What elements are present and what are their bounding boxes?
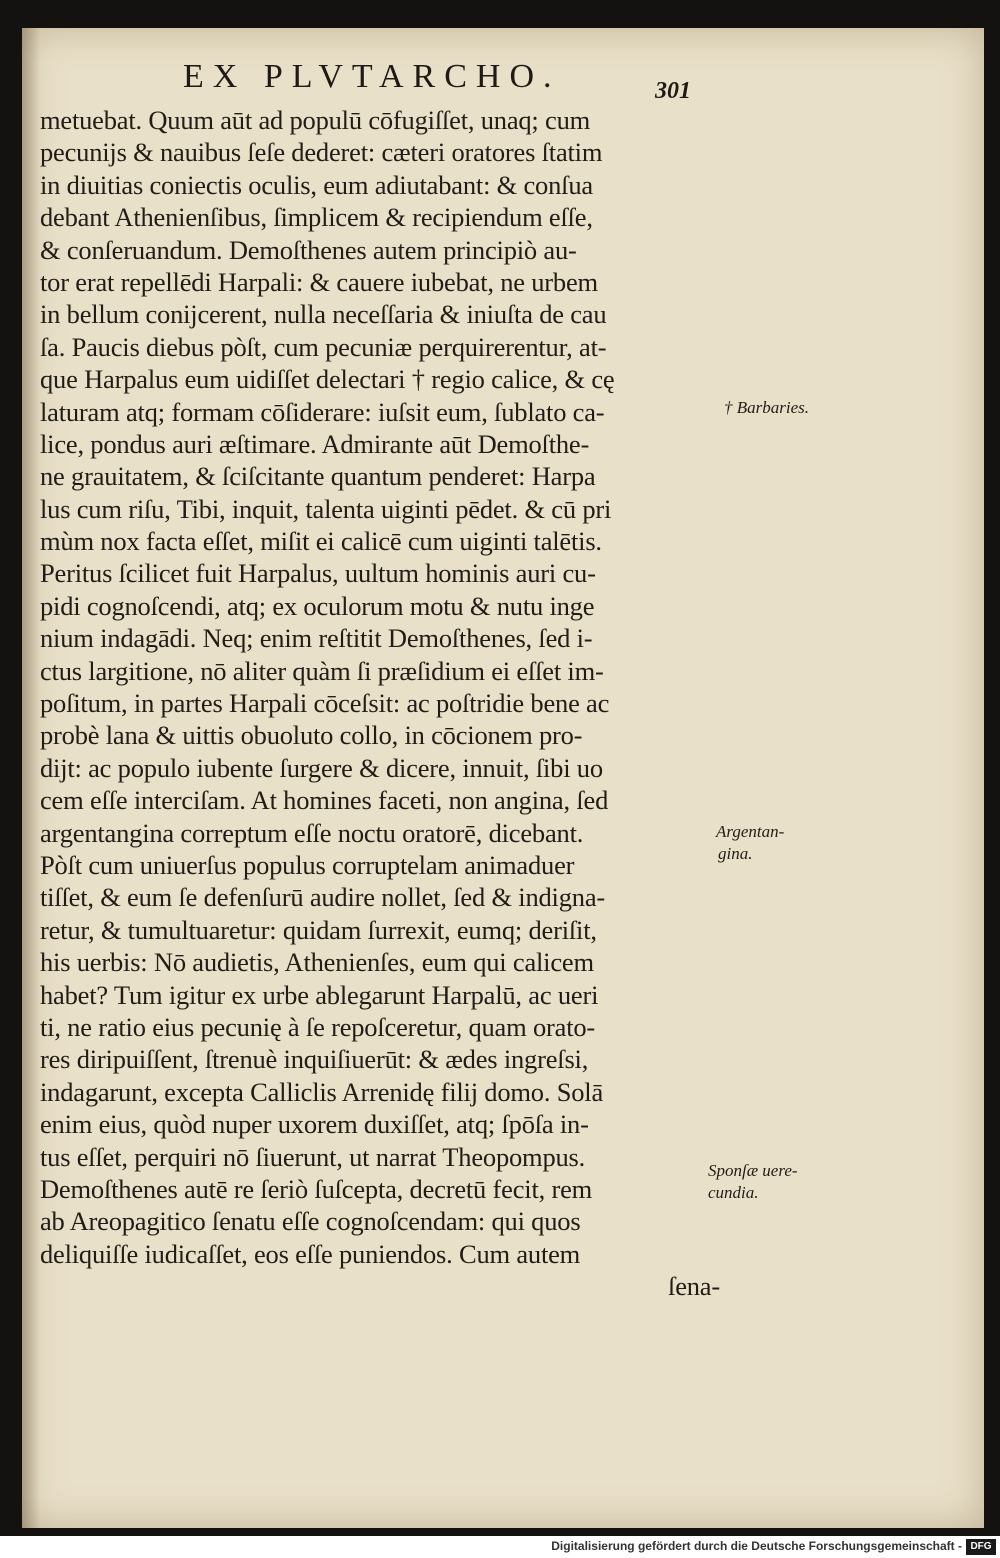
text-line: habet? Tum igitur ex urbe ablegarunt Harpalū, ac ueri (40, 979, 599, 1010)
text-line: metuebat. Quum aūt ad populū cōfugiſſet, unaq; cum (40, 105, 591, 135)
text-line: tor erat repellēdi Harpali: & cauere iubebat, ne urbem (40, 266, 598, 297)
text-line: ctus largitione, nō aliter quàm ſi præſidium ei eſſet im- (40, 655, 604, 686)
text-line: in bellum conijcerent, nulla neceſſaria & iniuſta de cau (40, 299, 607, 330)
text-line: nium indagādi. Neq; enim reſtitit Demoſthenes, ſed i- (40, 623, 593, 654)
text-line: cem eſſe interciſam. At homines faceti, non angina, ſed (40, 785, 609, 816)
funding-credit: Digitalisierung gefördert durch die Deutsche Forschungsgemeinschaft - (551, 1539, 962, 1553)
body-text (40, 104, 720, 1302)
running-head: EX PLVTARCHO. (183, 58, 561, 95)
text-line: in diuitias coniectis oculis, eum adiutabant: & conſua (40, 169, 593, 200)
text-line: Peritus ſcilicet fuit Harpalus, uultum hominis auri cu- (40, 558, 596, 589)
text-line: retur, & tumultuaretur: quidam ſurrexit, eumq; deriſit, (40, 914, 597, 945)
text-line: Demoſthenes autē re ſeriò ſuſcepta, decretū fecit, rem (40, 1173, 593, 1204)
margin-note-barbaries (724, 397, 809, 419)
dfg-logo: DFG (966, 1539, 996, 1555)
text-line: ab Areopagitico ſenatu eſſe cognoſcendam: qui quos (40, 1206, 581, 1237)
text-line: his uerbis: Nō audietis, Athenienſes, eum qui calicem (40, 947, 594, 978)
text-line: enim eius, quòd nuper uxorem duxiſſet, atq; ſpōſa in- (40, 1109, 589, 1140)
margin-note-line: gina. (718, 844, 753, 863)
digitization-footer (0, 1536, 1000, 1558)
margin-note-argentangina (716, 821, 784, 865)
text-line: pecunijs & nauibus ſeſe dederet: cæteri oratores ſtatim (40, 137, 603, 168)
text-line: indagarunt, excepta Calliclis Arrenidę filij domo. Solā (40, 1076, 604, 1107)
text-line: poſitum, in partes Harpali cōceſsit: ac poſtridie bene ac (40, 688, 610, 719)
margin-note-line: † Barbaries. (724, 398, 809, 417)
text-line: ne grauitatem, & ſciſcitante quantum penderet: Harpa (40, 461, 596, 492)
text-line: ti, ne ratio eius pecunię à ſe repoſceretur, quam orato- (40, 1011, 596, 1042)
text-line: argentangina correptum eſſe noctu oratorē, dicebant. (40, 817, 584, 848)
margin-note-sponsae (708, 1160, 798, 1204)
text-line: mùm nox facta eſſet, miſit ei calicē cum uiginti talētis. (40, 526, 602, 557)
text-line: que Harpalus eum uidiſſet delectari † regio calice, & cę (40, 364, 615, 395)
text-line: deliquiſſe iudicaſſet, eos eſſe puniendos. Cum autem (40, 1238, 581, 1269)
text-line: lus cum riſu, Tibi, inquit, talenta uiginti pēdet. & cū pri (40, 493, 612, 524)
text-line: pidi cognoſcendi, atq; ex oculorum motu & nutu inge (40, 590, 595, 621)
margin-note-line: Sponſæ uere- (708, 1161, 798, 1180)
text-line: & conſeruandum. Demoſthenes autem principiò au- (40, 234, 577, 265)
margin-note-line: cundia. (708, 1183, 759, 1202)
catchword: ſena- (668, 1271, 720, 1302)
text-line: res diripuiſſent, ſtrenuè inquiſiuerūt: & ædes ingreſsi, (40, 1044, 589, 1075)
text-line: debant Athenienſibus, ſimplicem & recipiendum eſſe, (40, 202, 593, 233)
text-line: lice, pondus auri æſtimare. Admirante aūt Demoſthe- (40, 428, 590, 459)
text-line: Pòſt cum uniuerſus populus corruptelam animaduer (40, 849, 575, 880)
text-line: laturam atq; formam cōſiderare: iuſsit eum, ſublato ca- (40, 396, 605, 427)
text-line: tus eſſet, perquiri nō ſiuerunt, ut narrat Theopompus. (40, 1141, 586, 1172)
margin-note-line: Argentan- (716, 822, 785, 841)
text-line: dijt: ac populo iubente ſurgere & dicere, innuit, ſibi uo (40, 752, 603, 783)
text-line: ſa. Paucis diebus pòſt, cum pecuniæ perquirerentur, at- (40, 331, 607, 362)
text-line: tiſſet, & eum ſe defenſurū audire nollet, ſed & indigna- (40, 882, 606, 913)
page-number: 301 (655, 78, 691, 104)
text-line: probè lana & uittis obuoluto collo, in cōcionem pro- (40, 720, 583, 751)
